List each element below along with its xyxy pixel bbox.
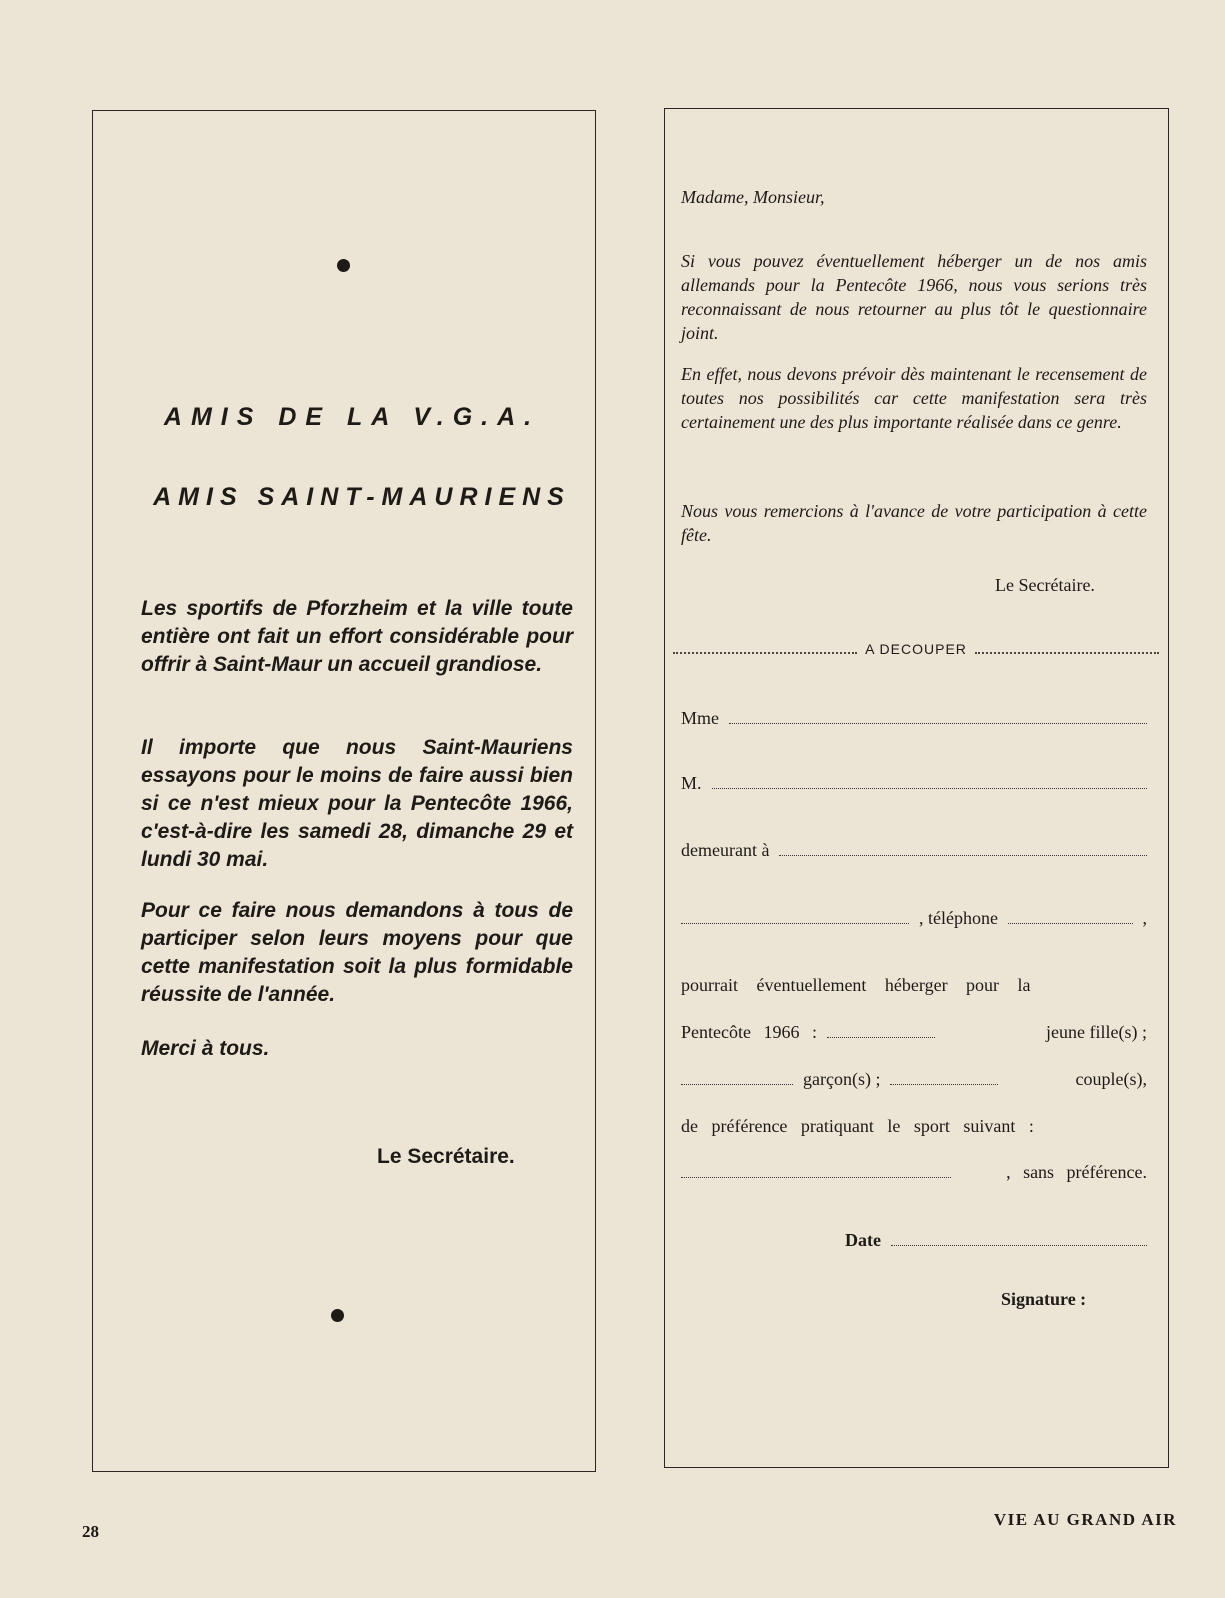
signature-label: Signature : xyxy=(1001,1289,1087,1309)
cut-here-line xyxy=(673,641,1159,657)
date-field[interactable] xyxy=(891,1245,1147,1246)
page-number: 28 xyxy=(82,1522,99,1541)
couples-count-field[interactable] xyxy=(890,1084,998,1085)
letter-greeting: Madame, Monsieur, xyxy=(681,187,825,207)
cut-label: A DECOUPER xyxy=(865,641,967,657)
host-intro-text: pourrait éventuellement héberger pour la xyxy=(681,975,1031,995)
letter-signature: Le Secrétaire. xyxy=(995,575,1095,595)
address-continued-field[interactable] xyxy=(681,923,909,924)
form-row-date xyxy=(845,1221,1147,1251)
announcement-paragraph: Pour ce faire nous demandons à tous de participer selon leurs moyens pour que cette manifestation soit la plus formidable réussite de l'année. xyxy=(141,899,573,1006)
cut-dots-left xyxy=(673,644,857,654)
girls-count-field[interactable] xyxy=(827,1037,935,1038)
couples-label: couple(s), xyxy=(1075,1069,1147,1089)
sport-field[interactable] xyxy=(681,1177,951,1178)
form-row-address xyxy=(681,831,1147,861)
announcement-paragraph: Il importe que nous Saint-Mauriens essayons pour le moins de faire aussi bien si ce n'est mieux pour la Pentecôte 1966, c'est-à-dire les samedi 28, dimanche 29 et lundi 30 mai. xyxy=(141,736,573,871)
announcement-panel xyxy=(92,110,596,1472)
pentecote-label: Pentecôte 1966 : xyxy=(681,1022,817,1042)
form-row-sport-pref xyxy=(681,1107,1147,1137)
announcement-signature: Le Secrétaire. xyxy=(377,1145,515,1168)
telephone-label: , téléphone xyxy=(919,908,998,928)
boys-label: garçon(s) ; xyxy=(803,1069,881,1089)
date-label: Date xyxy=(845,1230,881,1250)
form-row-host-intro xyxy=(681,966,1147,996)
address-label: demeurant à xyxy=(681,840,770,860)
no-preference-label: , sans préférence. xyxy=(1006,1162,1147,1182)
form-row-mme xyxy=(681,699,1147,729)
form-row-boys-couples xyxy=(681,1060,1147,1090)
sport-preference-text: de préférence pratiquant le sport suivant : xyxy=(681,1116,1034,1136)
letter-paragraph: En effet, nous devons prévoir dès maintenant le recensement de toutes nos possibilités car cette manifestation sera très certainement une des plus importante réalisée dans ce genre. xyxy=(681,364,1147,432)
publication-title: VIE AU GRAND AIR xyxy=(993,1510,1177,1529)
boys-count-field[interactable] xyxy=(681,1084,793,1085)
form-row-girls xyxy=(681,1013,1147,1043)
bullet-dot-bottom xyxy=(331,1309,344,1322)
mme-label: Mme xyxy=(681,708,719,728)
heading-amis-vga: AMIS DE LA V.G.A. xyxy=(163,403,541,431)
m-field[interactable] xyxy=(712,788,1147,789)
m-label: M. xyxy=(681,773,702,793)
form-row-m xyxy=(681,764,1147,794)
letter-paragraph: Nous vous remercions à l'avance de votre participation à cette fête. xyxy=(681,501,1147,545)
telephone-comma: , xyxy=(1142,908,1147,928)
form-row-sport xyxy=(681,1153,1147,1183)
cut-dots-right xyxy=(975,644,1159,654)
announcement-thanks: Merci à tous. xyxy=(141,1037,270,1060)
form-row-telephone xyxy=(681,899,1147,929)
mme-field[interactable] xyxy=(729,723,1147,724)
questionnaire-panel xyxy=(664,108,1169,1468)
bullet-dot-top xyxy=(337,259,350,272)
heading-amis-saint-mauriens: AMIS SAINT-MAURIENS xyxy=(153,483,571,511)
address-field[interactable] xyxy=(779,855,1147,856)
letter-paragraph: Si vous pouvez éventuellement héberger un de nos amis allemands pour la Pentecôte 1966, nous vous serions très reconnaissant de nous retourner au plus tôt le questionnaire joint. xyxy=(681,251,1147,343)
telephone-field[interactable] xyxy=(1008,923,1133,924)
girls-label: jeune fille(s) ; xyxy=(1046,1022,1147,1042)
announcement-paragraph: Les sportifs de Pforzheim et la ville toute entière ont fait un effort considérable pour offrir à Saint-Maur un accueil grandiose. xyxy=(141,597,573,676)
